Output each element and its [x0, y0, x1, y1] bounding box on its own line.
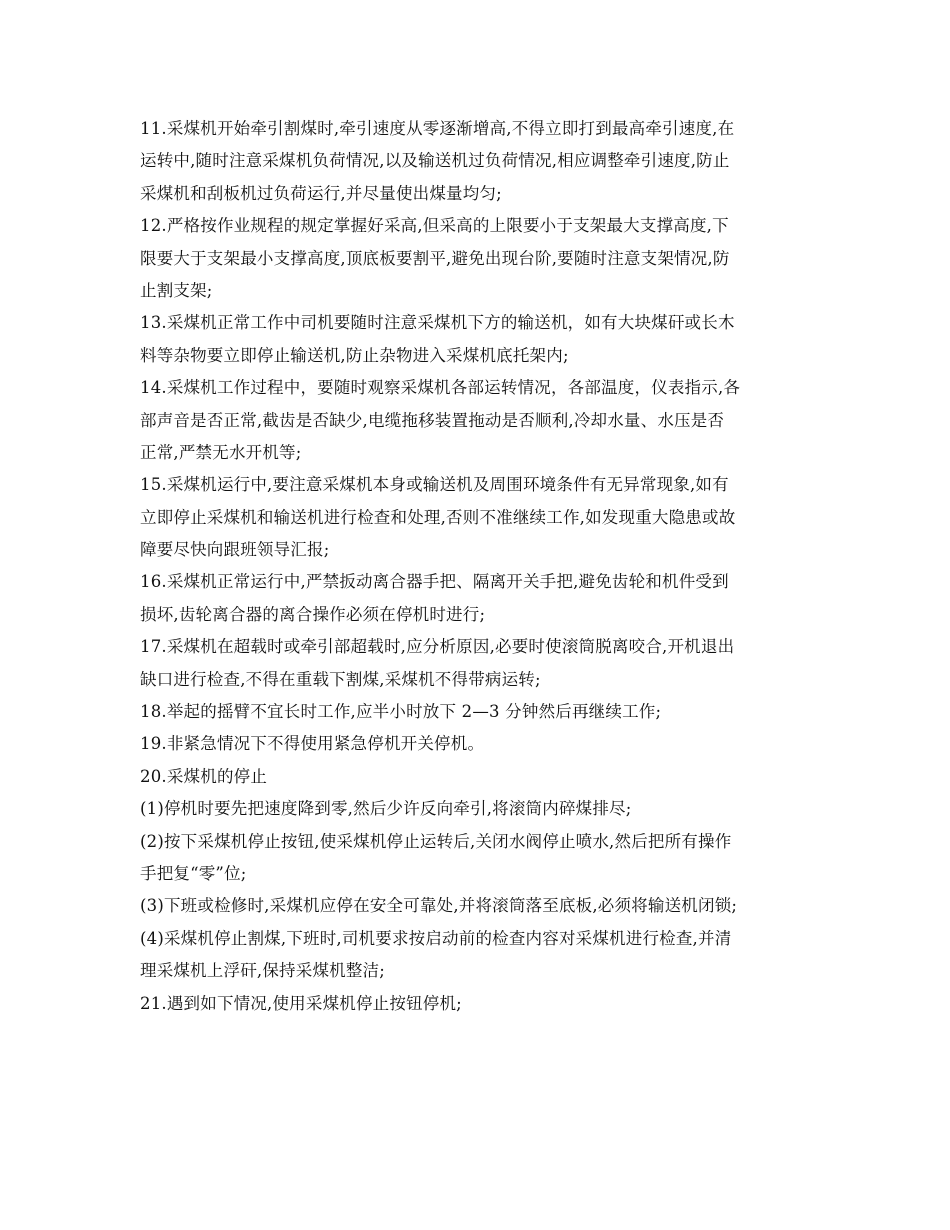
- text-line: 12.严格按作业规程的规定掌握好采高,但采高的上限要小于支架最大支撑高度,下: [140, 216, 729, 236]
- text-line: 部声音是否正常,截齿是否缺少,电缆拖移装置拖动是否顺利,冷却水量、水压是否: [140, 410, 725, 430]
- text-line: 20.采煤机的停止: [140, 766, 268, 786]
- text-line: 立即停止采煤机和输送机进行检查和处理,否则不准继续工作,如发现重大隐患或故: [140, 507, 736, 527]
- text-line: (4)采煤机停止割煤,下班时,司机要求按启动前的检查内容对采煤机进行检查,并清: [140, 928, 732, 948]
- text-line: 损坏,齿轮离合器的离合操作必须在停机时进行;: [140, 604, 486, 624]
- text-line: 13.采煤机正常工作中司机要随时注意采煤机下方的输送机，如有大块煤矸或长木: [140, 313, 735, 333]
- text-line: 15.采煤机运行中,要注意采煤机本身或输送机及周围环境条件有无异常现象,如有: [140, 475, 729, 495]
- text-line: 19.非紧急情况下不得使用紧急停机开关停机。: [140, 734, 485, 754]
- text-line: 11.采煤机开始牵引割煤时,牵引速度从零逐渐增高,不得立即打到最高牵引速度,在: [140, 119, 735, 138]
- text-line: 障要尽快向跟班领导汇报;: [140, 540, 330, 560]
- text-line: (1)停机时要先把速度降到零,然后少许反向牵引,将滚筒内碎煤排尽;: [140, 799, 632, 819]
- text-line: (2)按下采煤机停止按钮,使采煤机停止运转后,关闭水阀停止喷水,然后把所有操作: [140, 831, 732, 851]
- text-line: 采煤机和刮板机过负荷运行,并尽量使出煤量均匀;: [140, 183, 502, 203]
- document-body: [140, 113, 820, 1020]
- text-line: 止割支架;: [140, 280, 213, 300]
- text-line: 14.采煤机工作过程中，要随时观察采煤机各部运转情况，各部温度，仪表指示,各: [140, 378, 741, 398]
- text-line: 理采煤机上浮矸,保持采煤机整洁;: [140, 961, 386, 981]
- text-line: 正常,严禁无水开机等;: [140, 442, 302, 462]
- text-line: 手把复“零”位;: [140, 863, 247, 883]
- text-line: 21.遇到如下情况,使用采煤机停止按钮停机;: [140, 993, 462, 1013]
- text-line: 16.采煤机正常运行中,严禁扳动离合器手把、隔离开关手把,避免齿轮和机件受到: [140, 572, 729, 592]
- text-line: (3)下班或检修时,采煤机应停在安全可靠处,并将滚筒落至底板,必须将输送机闭锁;: [140, 896, 738, 916]
- text-line: 限要大于支架最小支撑高度,顶底板要割平,避免出现台阶,要随时注意支架情况,防: [140, 248, 730, 268]
- text-line: 17.采煤机在超载时或牵引部超载时,应分析原因,必要时使滚筒脱离咬合,开机退出: [140, 637, 735, 657]
- text-line: 18.举起的摇臂不宜长时工作,应半小时放下 2—3 分钟然后再继续工作;: [140, 702, 662, 722]
- text-line: 运转中,随时注意采煤机负荷情况,以及输送机过负荷情况,相应调整牵引速度,防止: [140, 151, 730, 171]
- text-line: 缺口进行检查,不得在重载下割煤,采煤机不得带病运转;: [140, 669, 541, 689]
- text-line: 料等杂物要立即停止输送机,防止杂物进入采煤机底托架内;: [140, 345, 569, 365]
